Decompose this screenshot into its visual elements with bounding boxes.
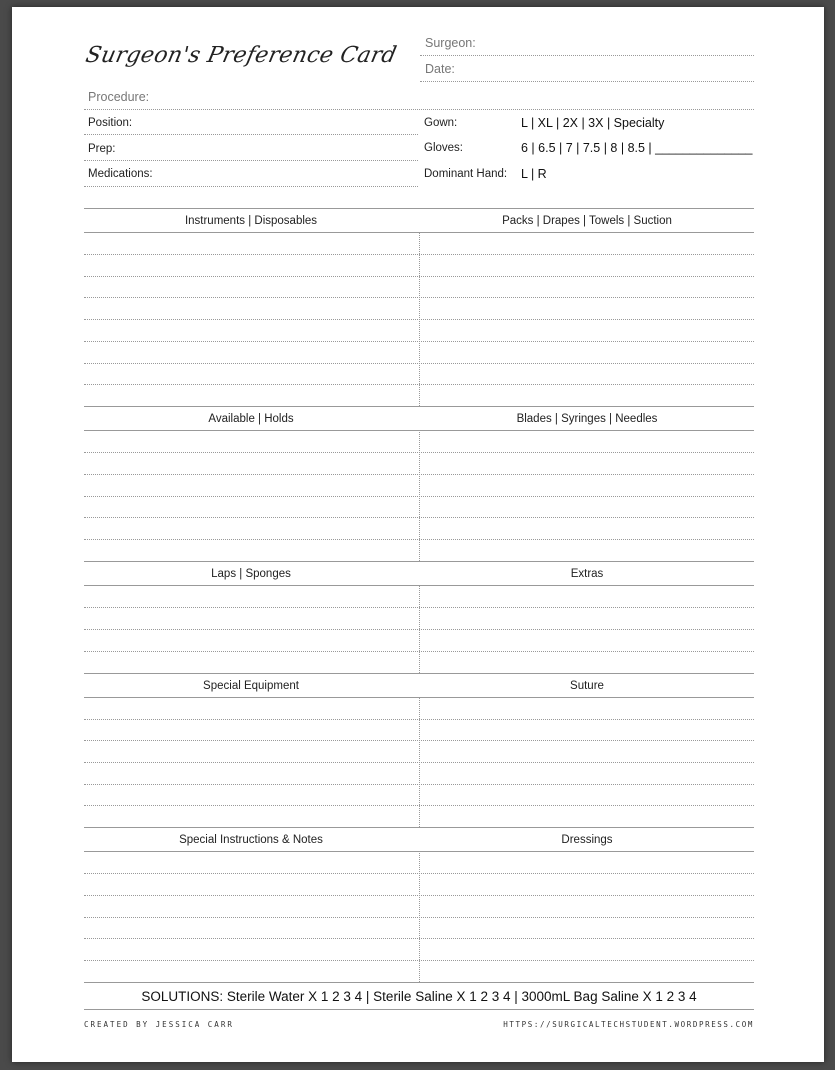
section-packs-header: Packs | Drapes | Towels | Suction: [502, 215, 672, 227]
section-laps-header: Laps | Sponges: [211, 568, 291, 580]
section-rule: [84, 673, 754, 674]
section-rule: [84, 561, 754, 562]
gloves-options[interactable]: 6 | 6.5 | 7 | 7.5 | 8 | 8.5 | ______________: [521, 141, 753, 155]
solutions-line: SOLUTIONS: Sterile Water X 1 2 3 4 | Sterile Saline X 1 2 3 4 | 3000mL Bag Saline X 1 2 3 4: [141, 989, 697, 1004]
surgeon-field[interactable]: [420, 55, 754, 56]
column-divider: [419, 851, 420, 982]
section-dressings-header: Dressings: [561, 834, 613, 846]
dominant-hand-options[interactable]: L | R: [521, 167, 547, 181]
surgeon-label: Surgeon:: [425, 36, 476, 50]
section-rule: [84, 406, 754, 407]
section-rule: [84, 827, 754, 828]
preference-card-page: [12, 7, 824, 1062]
gown-options[interactable]: L | XL | 2X | 3X | Specialty: [521, 116, 665, 130]
column-divider: [419, 585, 420, 673]
gloves-label: Gloves:: [424, 142, 463, 154]
procedure-label: Procedure:: [88, 90, 150, 104]
card-title: Surgeon's Preference Card: [83, 43, 399, 68]
medications-label: Medications:: [88, 168, 153, 180]
medications-field[interactable]: [84, 186, 418, 187]
gown-label: Gown:: [424, 117, 458, 129]
section-instructions-header: Special Instructions & Notes: [179, 834, 323, 846]
section-instruments-header: Instruments | Disposables: [184, 215, 318, 227]
section-available-header: Available | Holds: [208, 413, 294, 425]
footer-url[interactable]: HTTPS://SURGICALTECHSTUDENT.WORDPRESS.COM: [503, 1020, 754, 1029]
section-equipment-header: Special Equipment: [203, 680, 299, 692]
dominant-hand-label: Dominant Hand:: [424, 168, 508, 180]
position-field[interactable]: [84, 134, 418, 135]
prep-label: Prep:: [88, 143, 116, 155]
section-suture-header: Suture: [570, 680, 604, 692]
column-divider: [419, 697, 420, 827]
section-rule: [84, 208, 754, 209]
section-blades-header: Blades | Syringes | Needles: [516, 413, 658, 425]
prep-field[interactable]: [84, 160, 418, 161]
solutions-bottom-rule: [84, 1009, 754, 1010]
date-field[interactable]: [420, 81, 754, 82]
procedure-field[interactable]: [84, 109, 754, 110]
column-divider: [419, 232, 420, 406]
credit-text: CREATED BY JESSICA CARR: [84, 1020, 234, 1029]
section-extras-header: Extras: [570, 568, 604, 580]
date-label: Date:: [425, 62, 455, 76]
column-divider: [419, 430, 420, 561]
solutions-top-rule: [84, 982, 754, 983]
position-label: Position:: [88, 117, 133, 129]
